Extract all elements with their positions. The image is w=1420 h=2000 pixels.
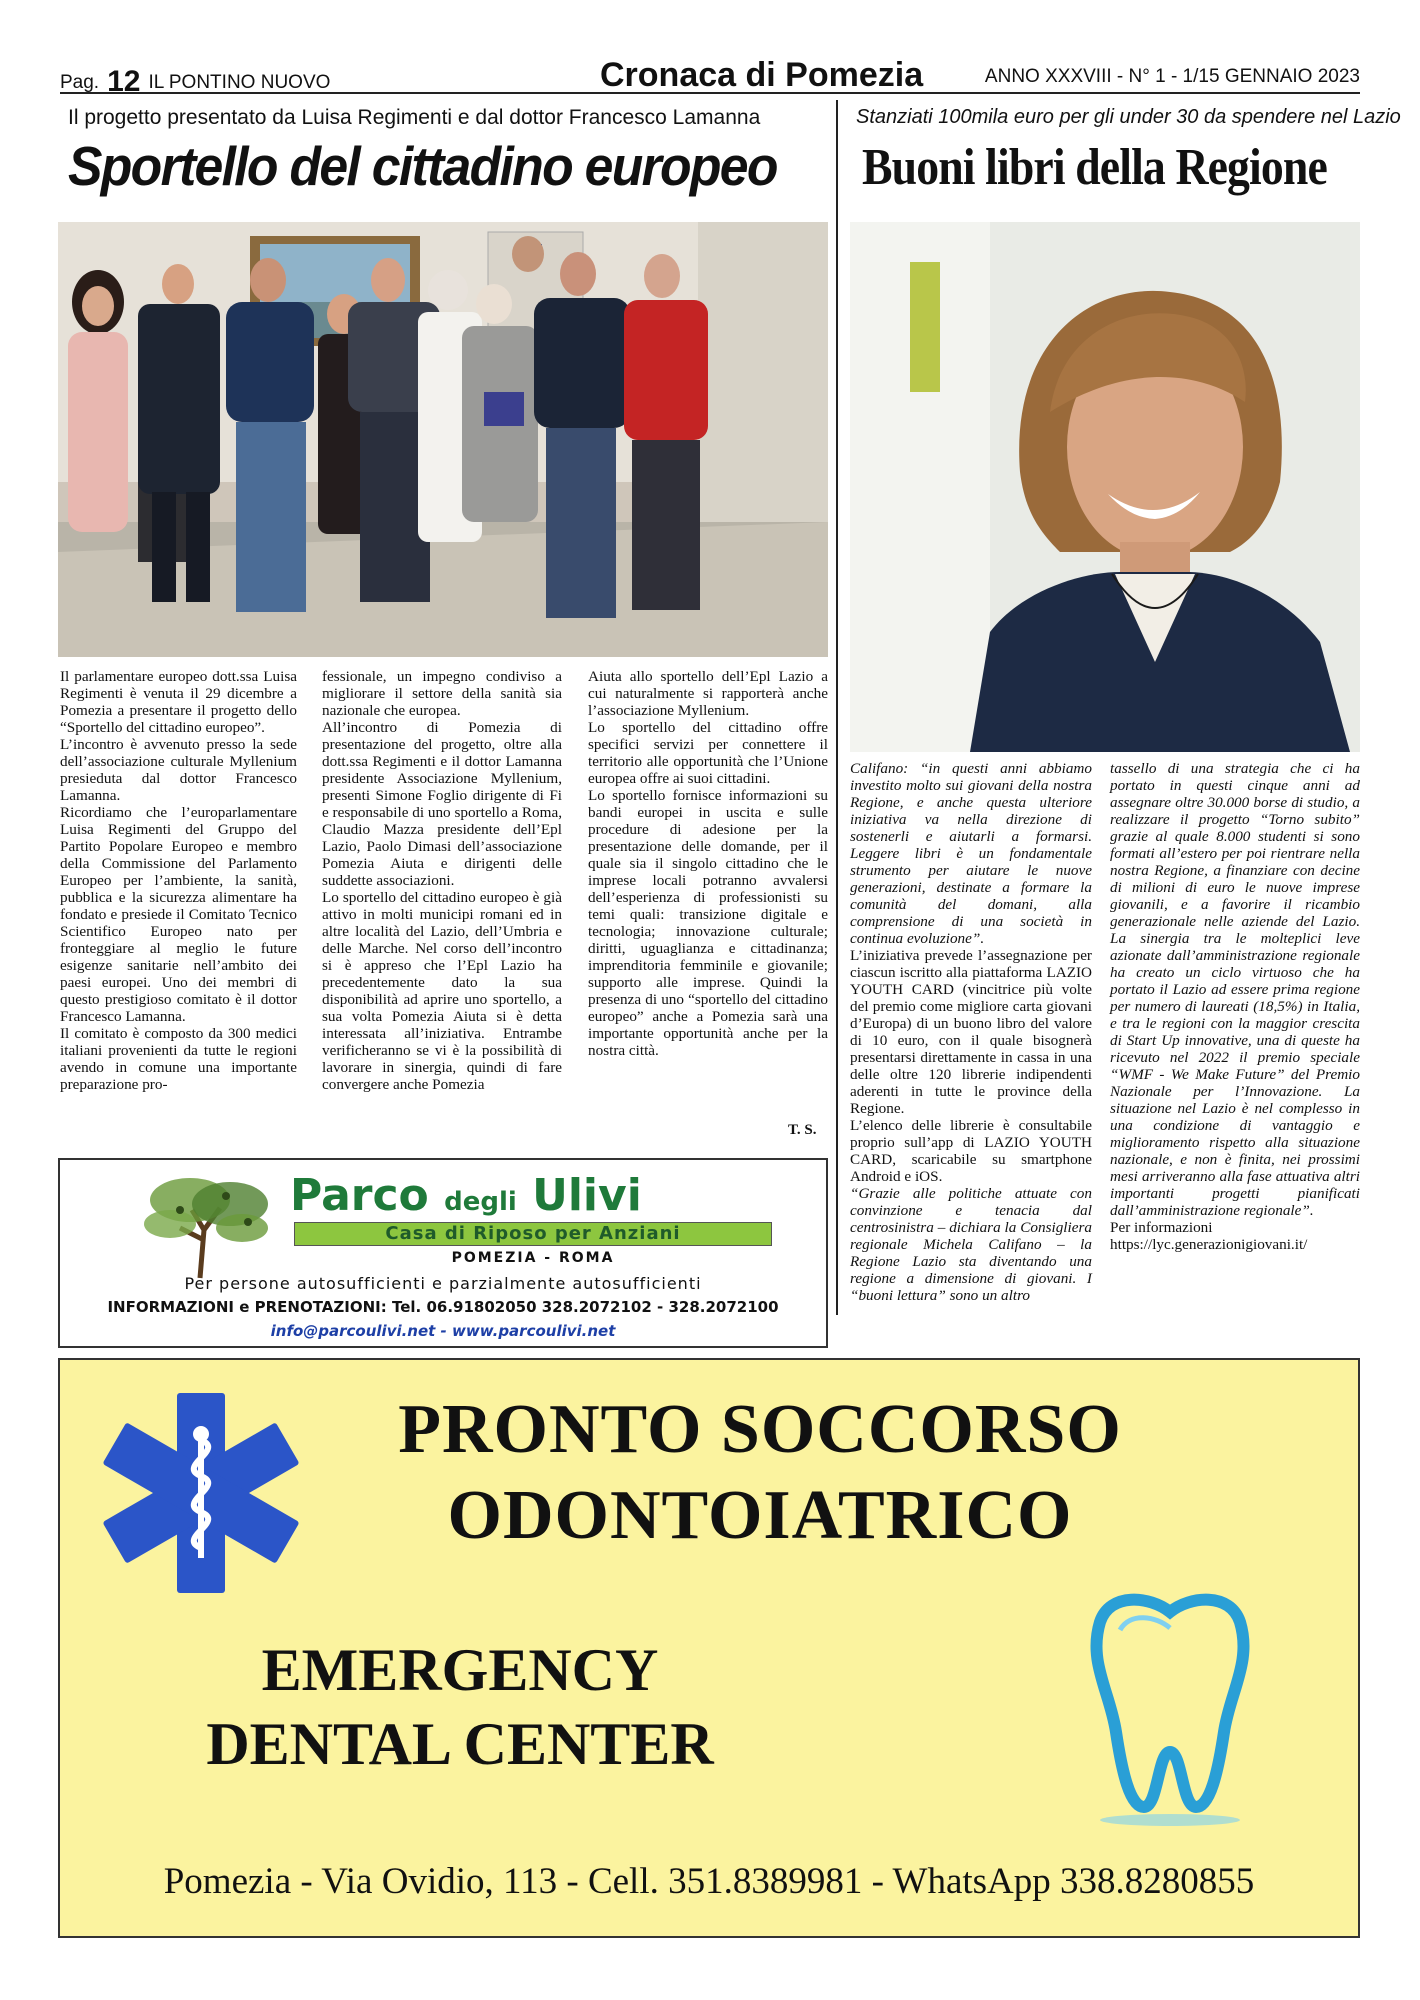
issue-info: ANNO XXXVIII - N° 1 - 1/15 GENNAIO 2023 [984, 66, 1360, 87]
parco-band: Casa di Riposo per Anziani [294, 1222, 772, 1246]
paragraph: All’incontro di Pomezia di presentazione del progetto, oltre alla dott.ssa Regimenti e il dottor Lamanna presidente Associazione Myllenium, presenti Simone Foglio dirigente di Fi e responsabile di uno sportello a Roma, Claudio Mazza presidente dell’Epl Lazio, Paolo Dimasi dell’associazione Pomezia Aiuta e dirigenti delle suddette associazioni. [322, 719, 562, 889]
parco-ulivi-ad[interactable] [58, 1158, 828, 1348]
dental-emergency-ad[interactable] [58, 1358, 1360, 1938]
left-article-column-1 [60, 668, 297, 1093]
paragraph: tassello di una strategia che ci ha portato in questi cinque anni ad assegnare oltre 30.000 borse di studio, a realizzare il progetto “Torno subito” grazie al quale 8.000 studenti si sono formati all’estero per poi rientrare nella nostra Regione, a finanziare con decine di milioni di euro le nuove imprese giovanili, e a favorire il ricambio generazionale nelle aziende del Lazio. La sinergia tra le molteplici leve azionate dall’amministrazione regionale ha creato un ciclo virtuoso che ha portato il Lazio ad essere prima regione per numero di laureati (18,5%) in Italia, e tra le regioni con la maggior crescita di Start Up innovative, una di queste ha ricevuto nel 2022 il premio speciale “WMF - We Make Future” del Premio Nazionale per l’Innovazione. La situazione nel Lazio è nel complesso in una condizione di vantaggio e miglioramento rispetto alla situazione nazionale, e non è finita, nei prossimi mesi arriveranno alla fase attuativa altri importanti progetti pianificati dall’amministrazione regionale”. [1110, 760, 1360, 1219]
info-label: Per informazioni [1110, 1219, 1213, 1236]
parco-city: POMEZIA - ROMA [451, 1250, 615, 1266]
paragraph: L’incontro è avvenuto presso la sede dell’associazione culturale Myllenium presieduta dal dottor Francesco Lamanna. [60, 736, 297, 804]
paragraph: Il parlamentare europeo dott.ssa Luisa Regimenti è venuta il 29 dicembre a Pomezia a presentare il progetto dello “Sportello del cittadino europeo”. [60, 668, 297, 736]
right-article-column-2 [1110, 760, 1360, 1253]
star-of-life-icon [96, 1388, 306, 1598]
paragraph: “Grazie alle politiche attuate con convinzione e tenacia dal centrosinistra – dichiara la Consigliera regionale Michela Califano – la Regione Lazio sta diventando una regione a dimensione di giovani. I “buoni lettura” sono un altro [850, 1185, 1092, 1304]
right-article-title: Buoni libri della Regione [862, 139, 1327, 196]
tooth-icon [1070, 1582, 1270, 1832]
group-photo [58, 222, 828, 657]
parco-subtitle: Per persone autosufficienti e parzialmente autosufficienti [184, 1274, 702, 1293]
paragraph: Lo sportello del cittadino offre specifici servizi per connettere il territorio alle opportunità che l’Unione europea offre ai suoi cittadini. [588, 719, 828, 787]
paragraph: Lo sportello del cittadino europeo è già attivo in molti municipi romani ed in altre località del Lazio, dell’Umbria e delle Marche. Nel corso dell’incontro si è appreso che l’Epl Lazio ha precedentemente dato la sua disponibilità ad aprire uno sportello, a sua volta Pomezia Aiuta si è detta interessata all’iniziativa. Entrambe verificheranno se vi è la possibilità di lavorare in sinergia, quindi di fare convergere anche Pomezia [322, 889, 562, 1093]
ad-subheadline-1: EMERGENCY [261, 1637, 659, 1703]
right-article-kicker: Stanziati 100mila euro per gli under 30 da spendere nel Lazio [856, 106, 1401, 128]
page-header [60, 56, 1360, 98]
parco-title [290, 1170, 642, 1221]
paragraph: Il comitato è composto da 300 medici italiani provenienti da tutte le regioni avendo in comune una importante preparazione pro- [60, 1025, 297, 1093]
paragraph: Ricordiamo che l’europarlamentare Luisa Regimenti del Gruppo del Partito Popolare Europeo e membro della Commissione del Parlamento Europeo per l’ambiente, la sanità, pubblica e la sicurezza alimentare ha fondato e presiede il Comitato Tecnico Scientifico Europeo nato per fronteggiare al meglio le future esigenze sanitarie nell’ambito dei paesi europei. Uno dei membri di questo prestigioso comitato è il dottor Francesco Lamanna. [60, 804, 297, 1025]
left-article-column-2 [322, 668, 562, 1093]
left-article-kicker: Il progetto presentato da Luisa Regimenti e dal dottor Francesco Lamanna [68, 106, 761, 129]
ad-subheadline-2: DENTAL CENTER [206, 1711, 714, 1777]
paragraph: Aiuta allo sportello dell’Epl Lazio a cui naturalmente si rapporterà anche l’associazione Myllenium. [588, 668, 828, 719]
paper-name: IL PONTINO NUOVO [148, 72, 331, 93]
portrait-photo [850, 222, 1360, 752]
paragraph: L’elenco delle librerie è consultabile proprio sull’app di LAZIO YOUTH CARD, scaricabile su smartphone Android e iOS. [850, 1117, 1092, 1185]
info-url[interactable]: https://lyc.generazionigiovani.it/ [1110, 1236, 1308, 1253]
parco-title-small: degli [444, 1187, 517, 1217]
left-article-title: Sportello del cittadino europeo [68, 135, 777, 197]
ad-headline-1: PRONTO SOCCORSO [398, 1391, 1122, 1468]
olive-tree-icon [130, 1170, 280, 1280]
paragraph: Lo sportello fornisce informazioni su bandi europei in uscita e sulle procedure di adesione per la presentazione delle domande, per il quale sia il singolo cittadino che le imprese locali potranno avvalersi dell’esperienza di professionisti su temi quali: transizione digitale e tecnologia; innovazione culturale; diritti, uguaglianza e cittadinanza; imprenditoria femminile e giovanile; supporto alle imprese. Quindi la presenza di uno “sportello del cittadino europeo” anche a Pomezia sarà una importante opportunità anche per la nostra città. [588, 787, 828, 1059]
ad-contact-line: Pomezia - Via Ovidio, 113 - Cell. 351.8389981 - WhatsApp 338.8280855 [163, 1861, 1255, 1902]
right-article-column-1 [850, 760, 1092, 1304]
parco-contacts: INFORMAZIONI e PRENOTAZIONI: Tel. 06.91802050 328.2072102 - 328.2072100 [107, 1298, 779, 1316]
section-title: Cronaca di Pomezia [600, 56, 924, 94]
column-divider [836, 100, 838, 1315]
left-article-column-3 [588, 668, 828, 1059]
author-signature: T. S. [788, 1122, 817, 1138]
parco-title-main: Parco [290, 1170, 429, 1221]
page-label [60, 62, 330, 96]
ad-headline-2: ODONTOIATRICO [447, 1477, 1073, 1554]
pag-label: Pag. [60, 72, 100, 93]
parco-web[interactable]: info@parcoulivi.net - www.parcoulivi.net [270, 1322, 616, 1340]
paragraph: Califano: “in questi anni abbiamo investito molto sui giovani della nostra Regione, e anche questa ulteriore iniziativa va nella direzione di sostenerli e aiutarli a formarsi. Leggere libri è un fondamentale strumento per aiutare le nuove generazioni, destinate a formare la comunità del domani, alla comprensione di una società in continua evoluzione”. [850, 760, 1092, 947]
page-number: 12 [107, 65, 141, 98]
paragraph: L’iniziativa prevede l’assegnazione per ciascun iscritto alla piattaforma LAZIO YOUTH CARD (vincitrice più volte del premio come migliore carta giovani d’Europa) di un buono libro del valore di 10 euro, con il quale bisognerà presentarsi direttamente in cassa in una delle oltre 120 librerie indipendenti aderenti in tutte le province della Regione. [850, 947, 1092, 1117]
parco-title-end: Ulivi [532, 1170, 642, 1221]
paragraph: fessionale, un impegno condiviso a migliorare il settore della sanità sia nazionale che europea. [322, 668, 562, 719]
